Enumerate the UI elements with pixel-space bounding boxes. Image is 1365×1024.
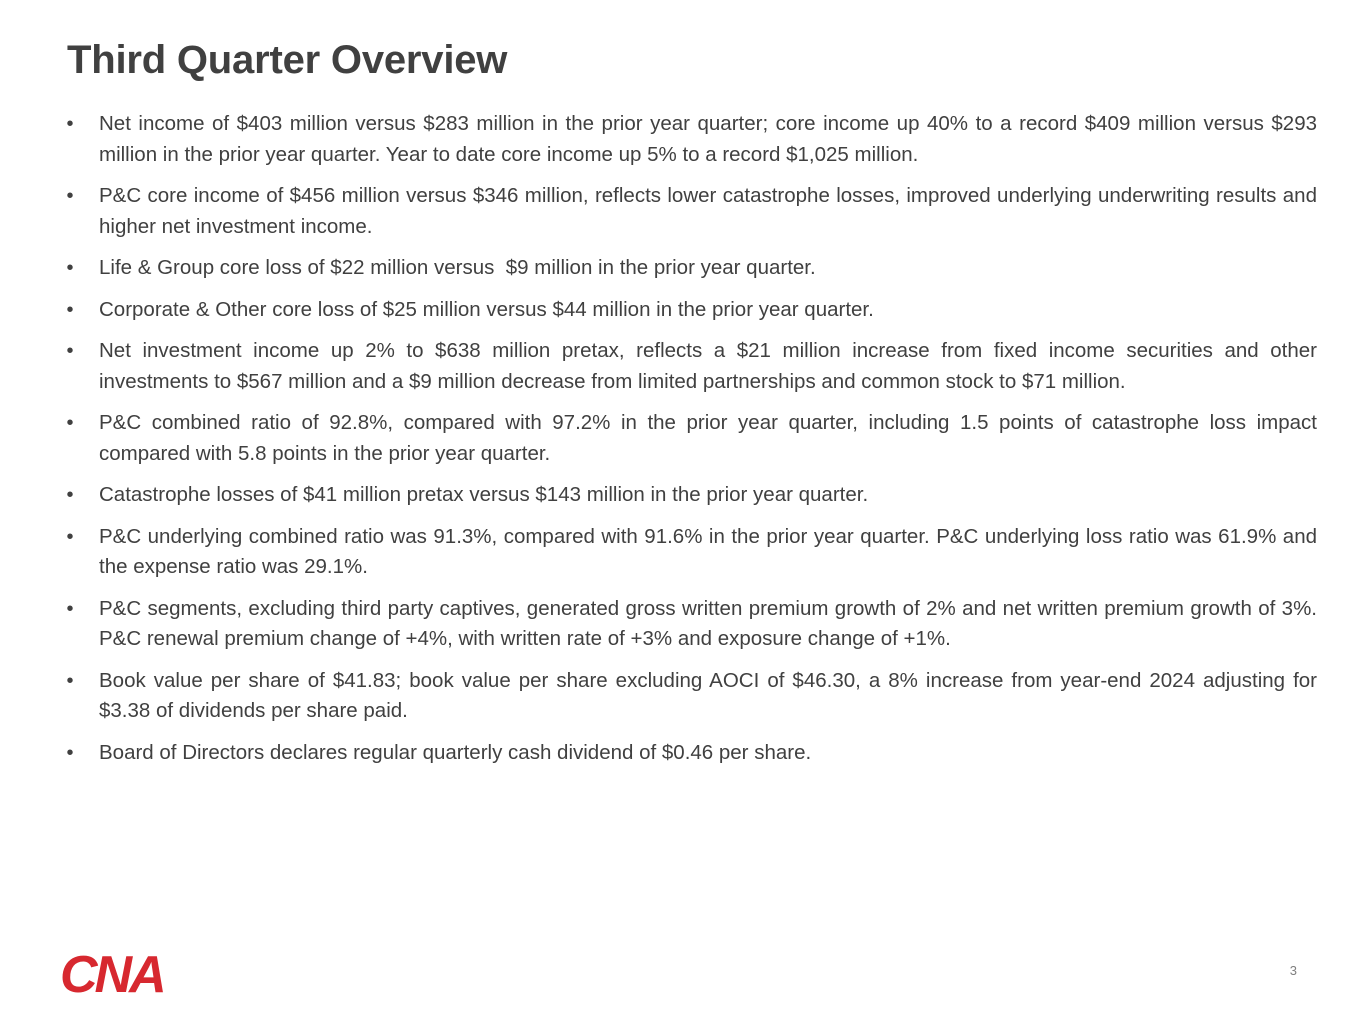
slide-title: Third Quarter Overview xyxy=(67,38,508,82)
bullet-item-pc-core-income xyxy=(62,181,1317,242)
bullet-text: P&C core income of $456 million versus $346 million, reflects lower catastrophe losses, improved underlying underwriting results and higher net investment income. xyxy=(99,184,1317,238)
bullet-text: P&C underlying combined ratio was 91.3%, compared with 91.6% in the prior year quarter. P&C underlying loss ratio was 61.9% and the expense ratio was 29.1%. xyxy=(99,524,1317,578)
bullet-item-catastrophe-losses xyxy=(62,480,1317,511)
bullet-icon: • xyxy=(66,669,74,692)
bullet-icon: • xyxy=(66,257,74,279)
bullet-item-corporate-other xyxy=(62,295,1317,326)
bullet-text: P&C segments, excluding third party captives, generated gross written premium growth of 2% and net written premium growth of 3%. P&C renewal premium change of +4%, with written rate of +3% and exposure change of +1%. xyxy=(99,596,1317,650)
bullet-item-underlying-ratio xyxy=(62,522,1317,583)
bullet-icon: • xyxy=(66,741,74,764)
bullet-icon: • xyxy=(66,484,74,506)
bullet-text: Net income of $403 million versus $283 million in the prior year quarter; core income up 40% to a record $409 million versus $293 million in the prior year quarter. Year to date core income up 5% to a record $1,025 million. xyxy=(99,112,1317,166)
bullet-item-net-income xyxy=(62,109,1317,170)
overview-bullet-list xyxy=(62,109,1317,779)
cna-logo-text: CNA xyxy=(60,948,164,996)
page-number: 3 xyxy=(1289,963,1297,978)
bullet-text: Book value per share of $41.83; book value per share excluding AOCI of $46.30, a 8% increase from year-end 2024 adjusting for $3.38 of dividends per share paid. xyxy=(99,668,1317,722)
bullet-icon: • xyxy=(66,298,74,321)
bullet-item-premium-growth xyxy=(62,594,1317,655)
bullet-item-net-investment-income xyxy=(62,336,1317,397)
bullet-text: P&C combined ratio of 92.8%, compared with 97.2% in the prior year quarter, including 1.5 points of catastrophe loss impact compared with 5.8 points in the prior year quarter. xyxy=(99,411,1317,465)
bullet-text: Life & Group core loss of $22 million versus $9 million in the prior year quarter. xyxy=(99,256,816,279)
bullet-item-book-value xyxy=(62,666,1317,727)
cna-logo xyxy=(58,948,200,996)
bullet-icon: • xyxy=(66,412,74,434)
bullet-icon: • xyxy=(66,597,74,620)
bullet-item-combined-ratio xyxy=(62,408,1317,469)
bullet-icon: • xyxy=(66,113,74,135)
bullet-icon: • xyxy=(66,525,74,548)
bullet-item-life-group xyxy=(62,253,1317,284)
bullet-text: Catastrophe losses of $41 million pretax versus $143 million in the prior year quarter. xyxy=(99,483,869,506)
bullet-icon: • xyxy=(66,185,74,207)
bullet-item-dividend xyxy=(62,738,1317,769)
bullet-icon: • xyxy=(66,340,74,362)
bullet-text: Corporate & Other core loss of $25 million versus $44 million in the prior year quarter. xyxy=(99,297,874,321)
bullet-text: Net investment income up 2% to $638 million pretax, reflects a $21 million increase from fixed income securities and other investments to $567 million and a $9 million decrease from limited partnerships and common stock to $71 million. xyxy=(99,339,1317,393)
bullet-text: Board of Directors declares regular quarterly cash dividend of $0.46 per share. xyxy=(99,740,812,764)
